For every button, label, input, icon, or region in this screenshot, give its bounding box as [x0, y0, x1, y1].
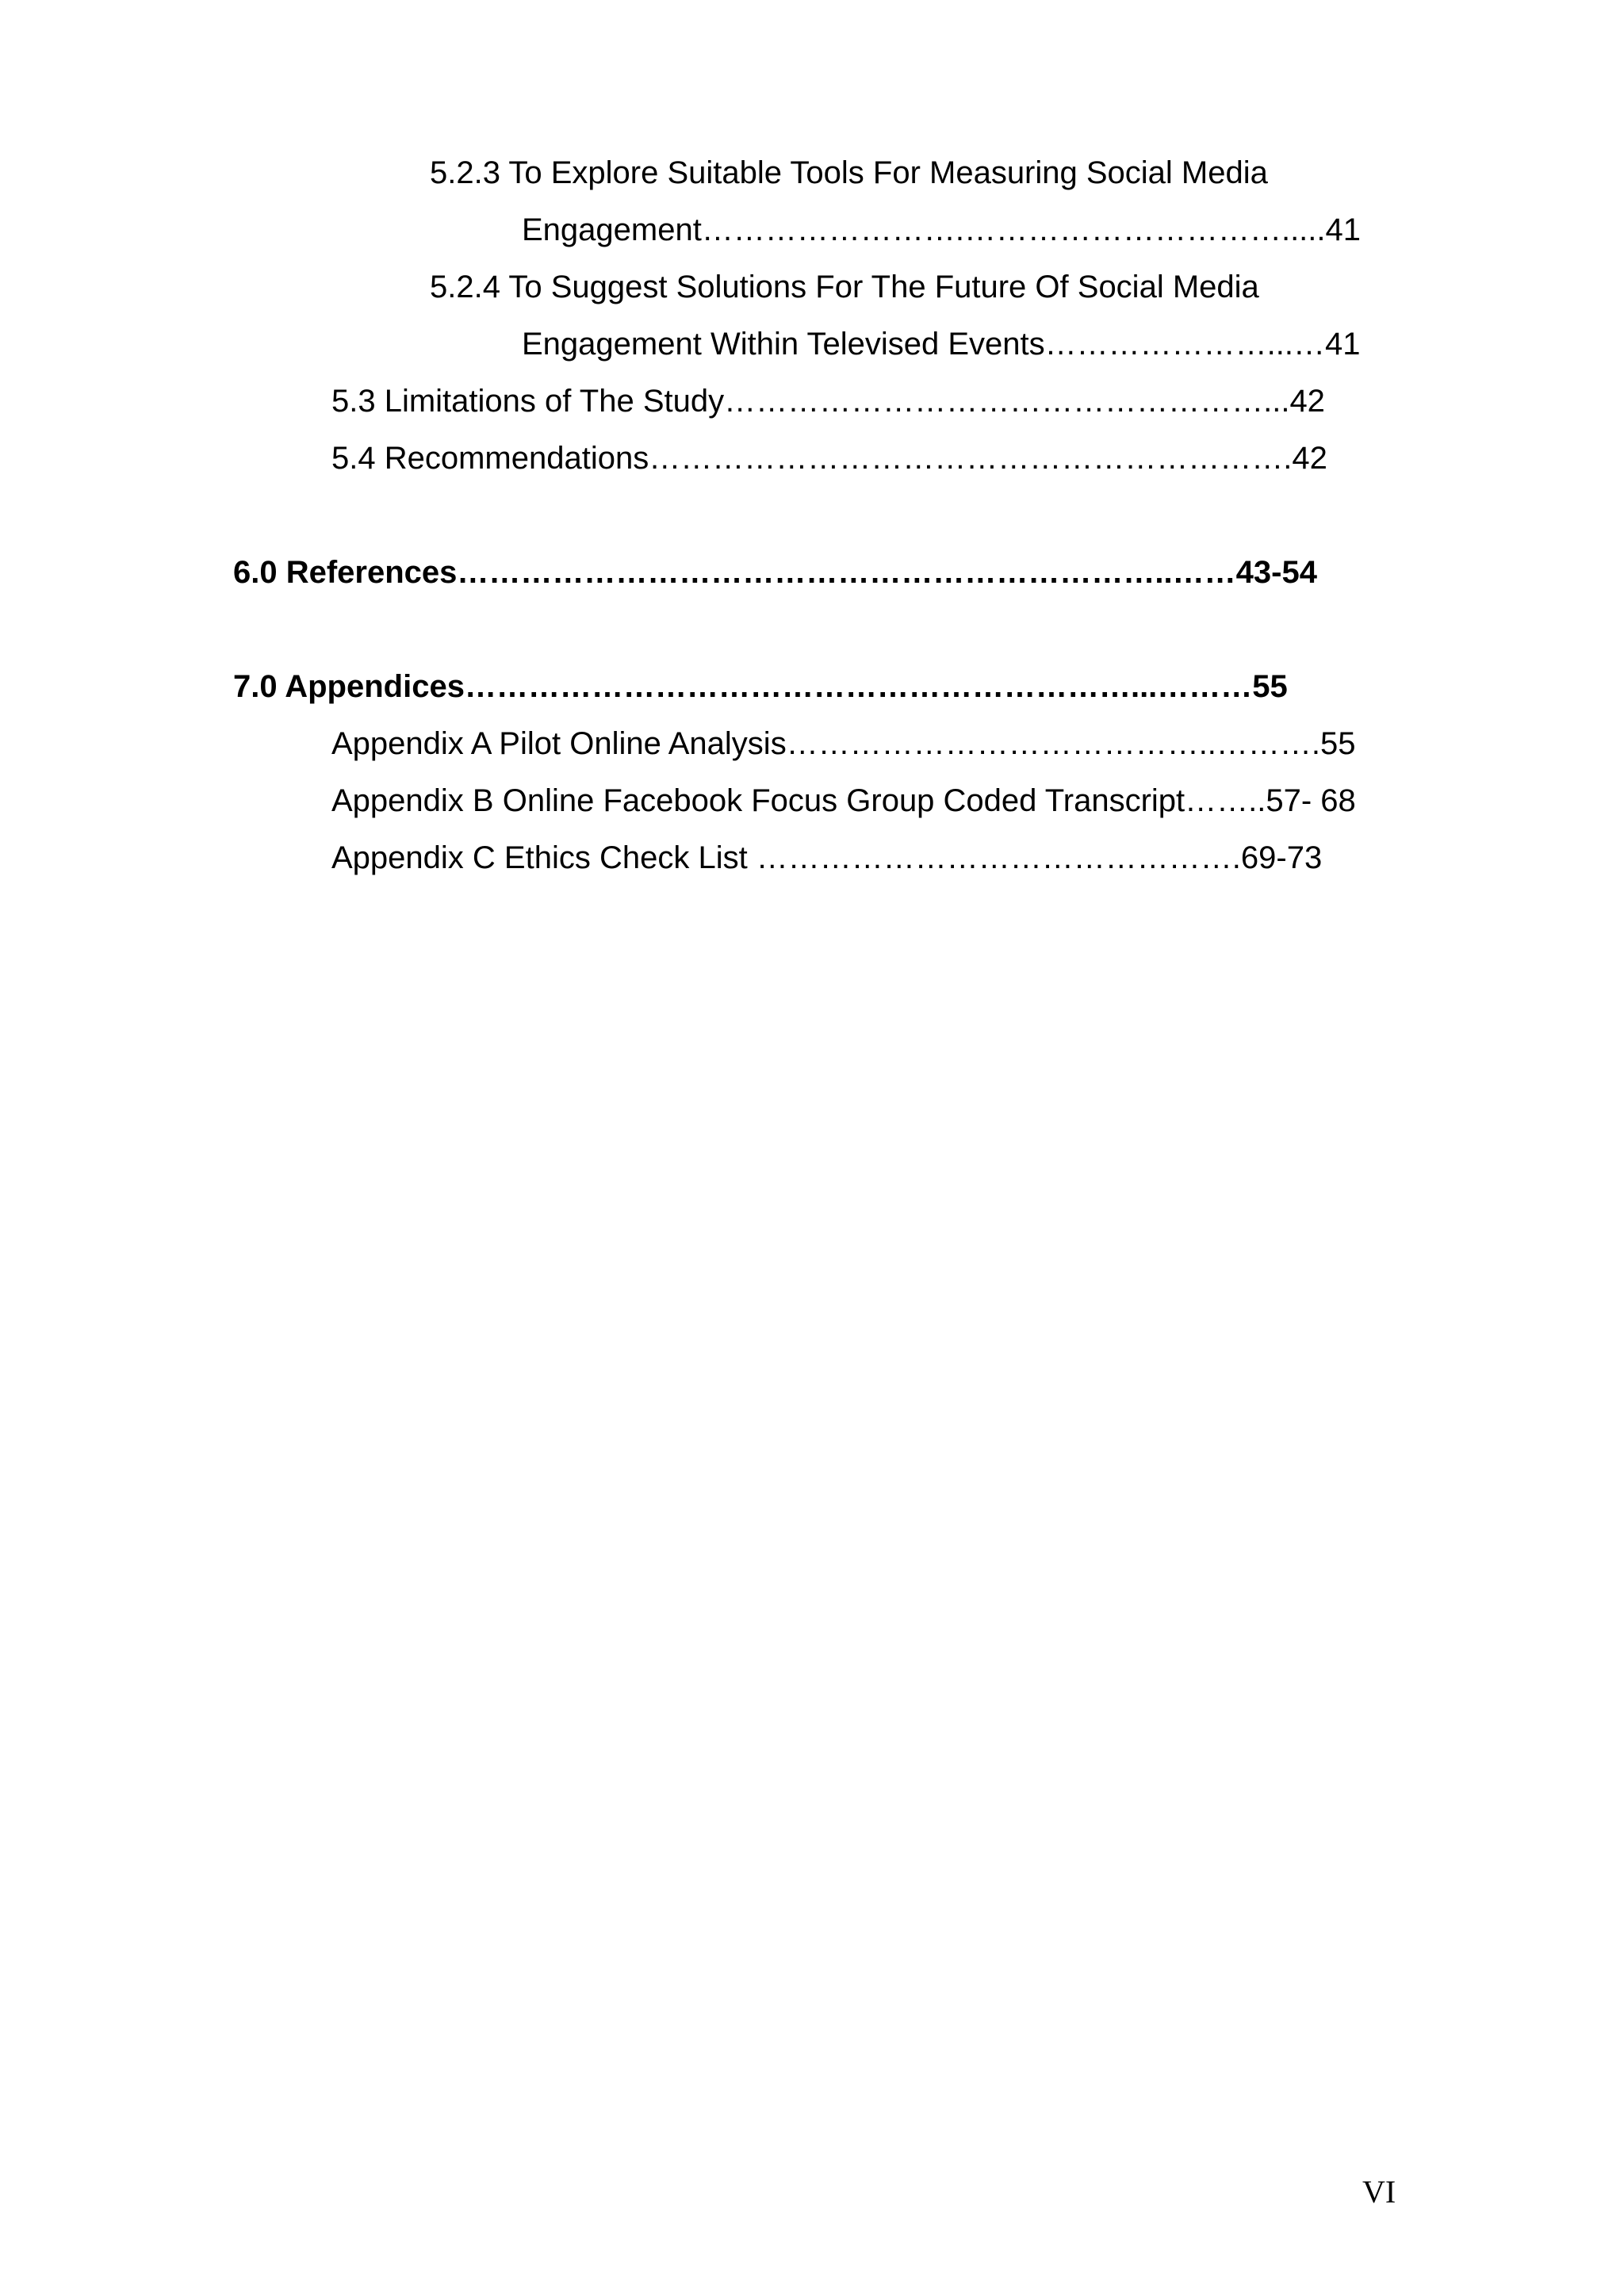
toc-entry-appendix-c: Appendix C Ethics Check List ……………………………………….69-73 — [331, 840, 1323, 875]
page-number: VI — [1362, 2174, 1396, 2210]
toc-entry-5-2-4-continuation: Engagement Within Televised Events…………………...…41 — [522, 327, 1361, 362]
toc-entry-7-0-appendices: 7.0 Appendices………………………………………………………...………55 — [233, 669, 1288, 704]
toc-entry-5-2-3-continuation: Engagement…………………….………………………….....41 — [522, 212, 1362, 247]
toc-entry-appendix-b: Appendix B Online Facebook Focus Group Coded Transcript……..57- 68 — [331, 783, 1356, 818]
toc-entry-5-2-3-title: 5.2.3 To Explore Suitable Tools For Measuring Social Media — [430, 155, 1268, 190]
toc-entry-6-0-references: 6.0 References…………………………………………………………..……43-54 — [233, 555, 1317, 590]
toc-entry-5-2-4-title: 5.2.4 To Suggest Solutions For The Future Of Social Media — [430, 270, 1259, 304]
toc-entry-5-4: 5.4 Recommendations…………………………………………………….42 — [331, 441, 1327, 476]
toc-entry-appendix-a: Appendix A Pilot Online Analysis…………………………………..……….55 — [331, 726, 1356, 761]
toc-entry-5-3: 5.3 Limitations of The Study……………………………………………...42 — [331, 384, 1325, 419]
